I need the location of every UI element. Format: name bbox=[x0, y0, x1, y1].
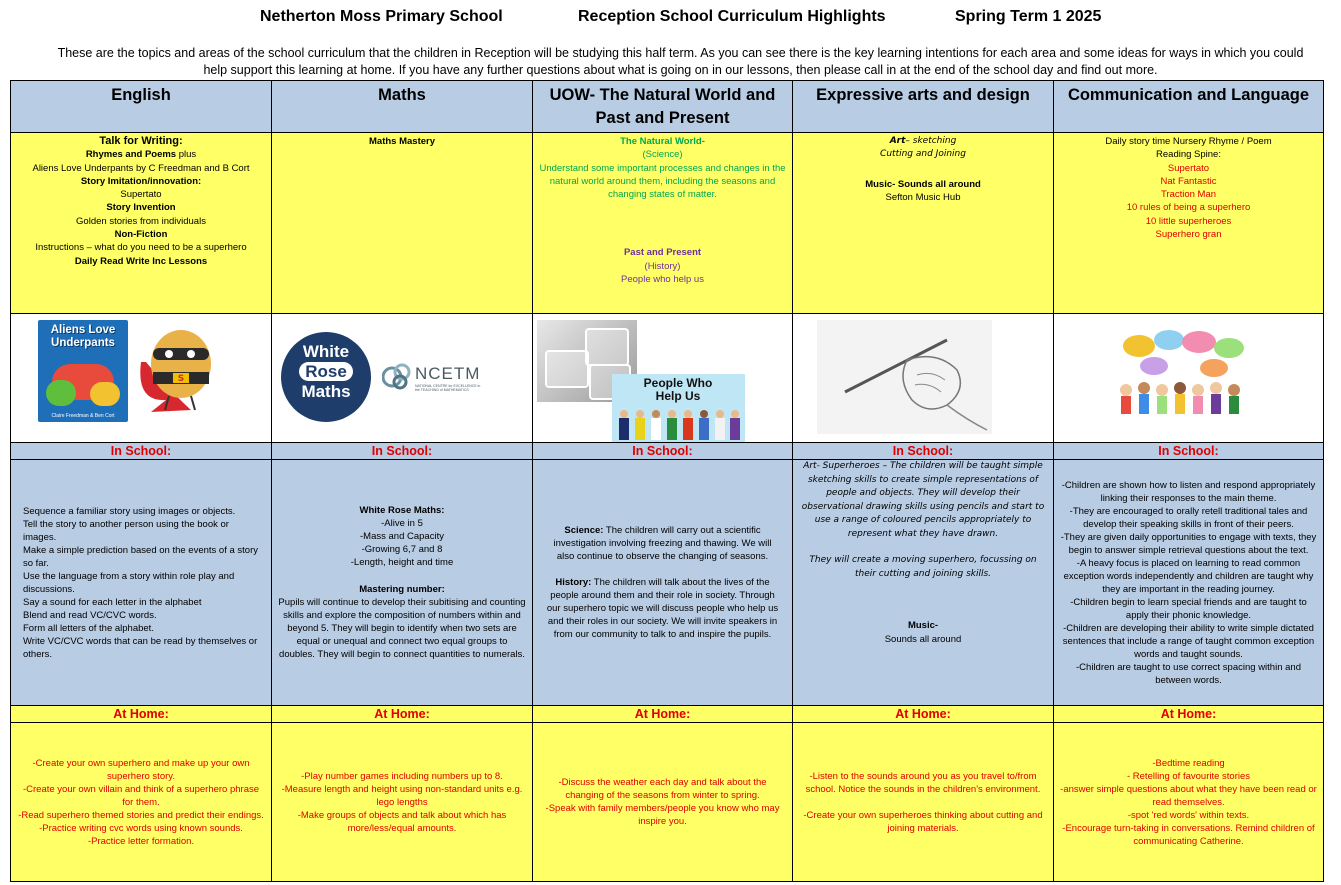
reading-spine-item: Traction Man bbox=[1160, 189, 1217, 201]
in-school-label-row bbox=[11, 443, 1324, 460]
in-school-label-ead: In School: bbox=[793, 443, 1054, 460]
ead-topics bbox=[793, 133, 1054, 314]
svg-text:S: S bbox=[177, 374, 185, 384]
maths-school-item: -Alive in 5 bbox=[381, 518, 423, 529]
english-home-item: -Create your own villain and think of a superhero phrase for them. bbox=[22, 783, 260, 808]
at-home-label-uow: At Home: bbox=[533, 706, 793, 723]
english-school-item: Make a simple prediction based on the events of a story so far. bbox=[23, 544, 258, 569]
english-school bbox=[11, 460, 272, 706]
book-authors: Claire Freedman & Ben Cort bbox=[51, 413, 115, 419]
maths-home bbox=[272, 723, 533, 882]
supertato-icon bbox=[131, 322, 221, 414]
cl-home-list bbox=[1054, 757, 1323, 848]
english-topic-item: Talk for Writing: bbox=[99, 135, 183, 147]
english-topics-list bbox=[11, 135, 271, 268]
cl-topic-line2: Reading Spine: bbox=[1156, 149, 1221, 161]
header-row bbox=[11, 81, 1324, 133]
uow-home bbox=[533, 723, 793, 882]
maths-school-head2: Mastering number: bbox=[359, 584, 445, 595]
people-who-help-us-image bbox=[612, 374, 745, 442]
english-school-item: Use the language from a story within role play and discussions. bbox=[23, 570, 235, 595]
art-label: Art bbox=[889, 136, 906, 146]
cl-school-item: -A heavy focus is placed on learning to read common exception words independently and children are taught why they are important in the reading journey. bbox=[1063, 557, 1314, 595]
col-header-english: English bbox=[11, 81, 272, 133]
english-topic-item: Non-Fiction bbox=[114, 229, 168, 241]
english-school-item: Write VC/CVC words that can be read by themselves or others. bbox=[23, 635, 258, 660]
english-home-list bbox=[11, 757, 271, 848]
english-topic-item: Story Imitation/innovation: bbox=[80, 175, 202, 187]
uow-topics bbox=[533, 133, 793, 314]
school-name: Netherton Moss Primary School bbox=[260, 8, 503, 25]
maths-topic: Maths Mastery bbox=[369, 136, 435, 147]
in-school-row bbox=[11, 460, 1324, 706]
uow-home-item: -Speak with family members/people you know who may inspire you. bbox=[545, 803, 780, 827]
maths-school-list bbox=[272, 517, 532, 569]
maths-home-item: -Play number games including numbers up to 8. bbox=[301, 770, 503, 782]
past-present-text: People who help us bbox=[621, 274, 704, 286]
english-images bbox=[11, 314, 272, 443]
ncetm-logo-text: NCETM bbox=[415, 364, 481, 383]
english-topic-item: Golden stories from individuals bbox=[76, 215, 206, 227]
sketching-hand-image bbox=[817, 320, 992, 434]
page-title: Reception School Curriculum Highlights bbox=[578, 8, 886, 25]
ead-school bbox=[793, 460, 1054, 706]
in-school-label-uow: In School: bbox=[533, 443, 793, 460]
uow-school bbox=[533, 460, 793, 706]
english-home-item: -Read superhero themed stories and predict their endings. bbox=[18, 809, 264, 821]
art-topic bbox=[793, 135, 1053, 148]
english-school-list bbox=[11, 505, 271, 661]
aliens-book-cover bbox=[38, 320, 128, 422]
at-home-label-cl: At Home: bbox=[1054, 706, 1324, 723]
reading-spine-item: Nat Fantastic bbox=[1160, 175, 1217, 187]
past-present-sub: (History) bbox=[644, 260, 681, 272]
english-topic-item: Supertato bbox=[120, 189, 162, 201]
col-header-cl: Communication and Language bbox=[1054, 81, 1324, 133]
reading-spine-item: 10 rules of being a superhero bbox=[1126, 202, 1251, 214]
col-header-uow: UOW- The Natural World and Past and Present bbox=[533, 81, 793, 133]
maths-school-para: Pupils will continue to develop their subitising and counting skills and explore the composition of numbers within and beyond 5. They will begin to identify when two sets are equal or unequal and connect two equal groups to doubles. They will begin to connect quantities to numerals. bbox=[278, 597, 526, 660]
in-school-label-english: In School: bbox=[11, 443, 272, 460]
english-home bbox=[11, 723, 272, 882]
cl-school bbox=[1054, 460, 1324, 706]
reading-spine-item: 10 little superheroes bbox=[1145, 215, 1232, 227]
cl-home-item: -Encourage turn-taking in conversations. Remind children of communicating Catherine. bbox=[1062, 822, 1315, 847]
in-school-label-cl: In School: bbox=[1054, 443, 1324, 460]
ead-music-label: Music- bbox=[907, 620, 939, 631]
people-helpers-icon bbox=[616, 408, 742, 442]
english-school-item: Say a sound for each letter in the alphabet bbox=[23, 596, 202, 608]
intro-line-2: help support this learning at home. If you have any further questions about what is going on in our lessons, then please call in at the end of the school day and find out more. bbox=[203, 63, 1158, 77]
ead-home bbox=[793, 723, 1054, 882]
people-caption: People Who Help Us bbox=[643, 376, 713, 403]
uow-science-para: Science: The children will carry out a scientific investigation involving freezing and thawing. We will also continue to observe the changing of seasons. bbox=[553, 525, 772, 562]
white-rose-maths-logo: White Rose Maths bbox=[281, 332, 371, 422]
cl-home-item: -spot 'red words' within texts. bbox=[1127, 809, 1250, 821]
maths-school-item: -Growing 6,7 and 8 bbox=[361, 544, 443, 555]
cl-home-item: -Bedtime reading bbox=[1152, 757, 1225, 769]
uow-home-item: -Discuss the weather each day and talk about the changing of the seasons from winter to spring. bbox=[558, 777, 767, 801]
natural-world-text: Understand some important processes and changes in the natural world around them, including the seasons and changing states of matter. bbox=[539, 162, 786, 201]
english-topic-item: Rhymes and Poems plus bbox=[85, 149, 197, 161]
maths-school bbox=[272, 460, 533, 706]
at-home-row bbox=[11, 723, 1324, 882]
ead-home-list bbox=[793, 770, 1053, 835]
cl-home-item: -answer simple questions about what they have been read or read themselves. bbox=[1060, 783, 1317, 808]
at-home-label-ead: At Home: bbox=[793, 706, 1054, 723]
children-speech-bubbles-icon bbox=[1114, 328, 1254, 428]
english-home-item: -Practice writing cvc words using known sounds. bbox=[39, 822, 243, 834]
maths-home-item: -Make groups of objects and talk about which has more/less/equal amounts. bbox=[297, 809, 507, 834]
english-school-item: Form all letters of the alphabet. bbox=[23, 622, 154, 634]
maths-school-item: -Length, height and time bbox=[350, 557, 454, 568]
in-school-label-maths: In School: bbox=[272, 443, 533, 460]
english-topic-item: Aliens Love Underpants by C Freedman and B Cort bbox=[32, 162, 250, 174]
past-present-title: Past and Present bbox=[623, 247, 702, 259]
cl-school-list bbox=[1054, 479, 1323, 687]
uow-history-para: History: The children will talk about the lives of the people around them and their role in society. Through our superhero topic we will discuss people who help us and their roles in our society. We will invite speakers in from our community to talk to and inspire the pupils. bbox=[546, 577, 779, 640]
maths-images bbox=[272, 314, 533, 443]
uow-images bbox=[533, 314, 793, 443]
english-school-item: Tell the story to another person using the book or images. bbox=[23, 518, 229, 543]
english-topic-item: Daily Read Write Inc Lessons bbox=[74, 255, 208, 267]
english-home-item: -Practice letter formation. bbox=[87, 835, 195, 847]
at-home-label-row bbox=[11, 706, 1324, 723]
at-home-label-maths: At Home: bbox=[272, 706, 533, 723]
ead-cut-join-para: They will create a moving superhero, focussing on their cutting and joining skills. bbox=[809, 555, 1037, 579]
music-topic: Music- Sounds all around bbox=[865, 178, 981, 190]
english-topics bbox=[11, 133, 272, 314]
natural-world-sub: (Science) bbox=[642, 149, 683, 161]
pencil-hand-icon bbox=[817, 320, 992, 434]
cl-school-item: -They are given daily opportunities to engage with texts, they begin to answer simple retrieval questions about the text. bbox=[1060, 531, 1317, 556]
alien-yellow-icon bbox=[90, 382, 120, 406]
cl-school-item: -Children are shown how to listen and respond appropriately linking their responses to the main theme. bbox=[1061, 479, 1316, 504]
cl-topic-line1: Daily story time Nursery Rhyme / Poem bbox=[1105, 136, 1272, 147]
ncetm-subtitle: NATIONAL CENTRE for EXCELLENCE in the TEACHING of MATHEMATICS bbox=[415, 384, 481, 392]
reading-spine-item: Supertato bbox=[1167, 162, 1210, 174]
maths-home-item: -Measure length and height using non-standard units e.g. lego lengths bbox=[281, 783, 523, 808]
art-text: – sketching bbox=[905, 136, 957, 146]
reading-spine-list bbox=[1054, 162, 1323, 242]
cl-school-item: -Children begin to learn special friends and are taught to apply their phonic knowledge. bbox=[1070, 596, 1307, 621]
intro-text bbox=[20, 45, 1341, 79]
english-school-item: Sequence a familiar story using images or objects. bbox=[23, 505, 236, 517]
english-topic-item: Story Invention bbox=[106, 202, 176, 214]
reading-spine-item: Superhero gran bbox=[1155, 229, 1222, 241]
maths-school-head1: White Rose Maths: bbox=[359, 505, 445, 516]
ead-home-item: -Create your own superheroes thinking about cutting and joining materials. bbox=[803, 809, 1043, 834]
ncetm-logo-icon bbox=[382, 362, 412, 392]
alien-green-icon bbox=[46, 380, 76, 406]
col-header-ead: Expressive arts and design bbox=[793, 81, 1054, 133]
english-home-item: -Create your own superhero and make up your own superhero story. bbox=[32, 757, 250, 782]
intro-line-1: These are the topics and areas of the school curriculum that the children in Reception will be studying this half term. As you can see there is the key learning intentions for each area and some ideas for ways in which you could bbox=[57, 46, 1304, 60]
cl-images bbox=[1054, 314, 1324, 443]
topics-row bbox=[11, 133, 1324, 314]
book-title-text: Aliens Love Underpants bbox=[50, 324, 116, 349]
music-sub: Sefton Music Hub bbox=[885, 191, 961, 203]
maths-school-item: -Mass and Capacity bbox=[360, 531, 444, 542]
cl-school-item: -Children are taught to use correct spacing within and between words. bbox=[1076, 661, 1301, 686]
ead-art-para: Art- Superheroes – The children will be taught simple sketching skills to create simple representations of people and objects. They will develop their observational drawing skills using pencils and start to use a range of coloured pencils appropriately to represent what they have drawn. bbox=[801, 461, 1045, 539]
english-topic-item: Instructions – what do you need to be a superhero bbox=[35, 242, 247, 254]
cl-school-item: -Children are developing their ability to write simple dictated sentences that include a range of taught common exception words and taught sounds. bbox=[1062, 622, 1315, 660]
ead-home-item: -Listen to the sounds around you as you travel to/from school. Notice the sounds in the children's environment. bbox=[805, 770, 1041, 795]
at-home-label-english: At Home: bbox=[11, 706, 272, 723]
cl-school-item: -They are encouraged to orally retell traditional tales and develop their speaking skills in front of their peers. bbox=[1069, 505, 1308, 530]
maths-topics bbox=[272, 133, 533, 314]
cl-home-item: - Retelling of favourite stories bbox=[1126, 770, 1251, 782]
maths-home-list bbox=[272, 770, 532, 835]
uow-home-list bbox=[533, 776, 792, 828]
curriculum-table bbox=[10, 80, 1324, 882]
col-header-maths: Maths bbox=[272, 81, 533, 133]
art-sub: Cutting and Joining bbox=[880, 149, 966, 160]
page-header bbox=[0, 8, 1341, 30]
cl-topics bbox=[1054, 133, 1324, 314]
term-label: Spring Term 1 2025 bbox=[955, 8, 1102, 25]
natural-world-title: The Natural World- bbox=[620, 136, 705, 147]
ead-images bbox=[793, 314, 1054, 443]
ead-music-sub: Sounds all around bbox=[884, 634, 962, 645]
english-school-item: Blend and read VC/CVC words. bbox=[23, 609, 157, 621]
cl-home bbox=[1054, 723, 1324, 882]
images-row bbox=[11, 314, 1324, 443]
